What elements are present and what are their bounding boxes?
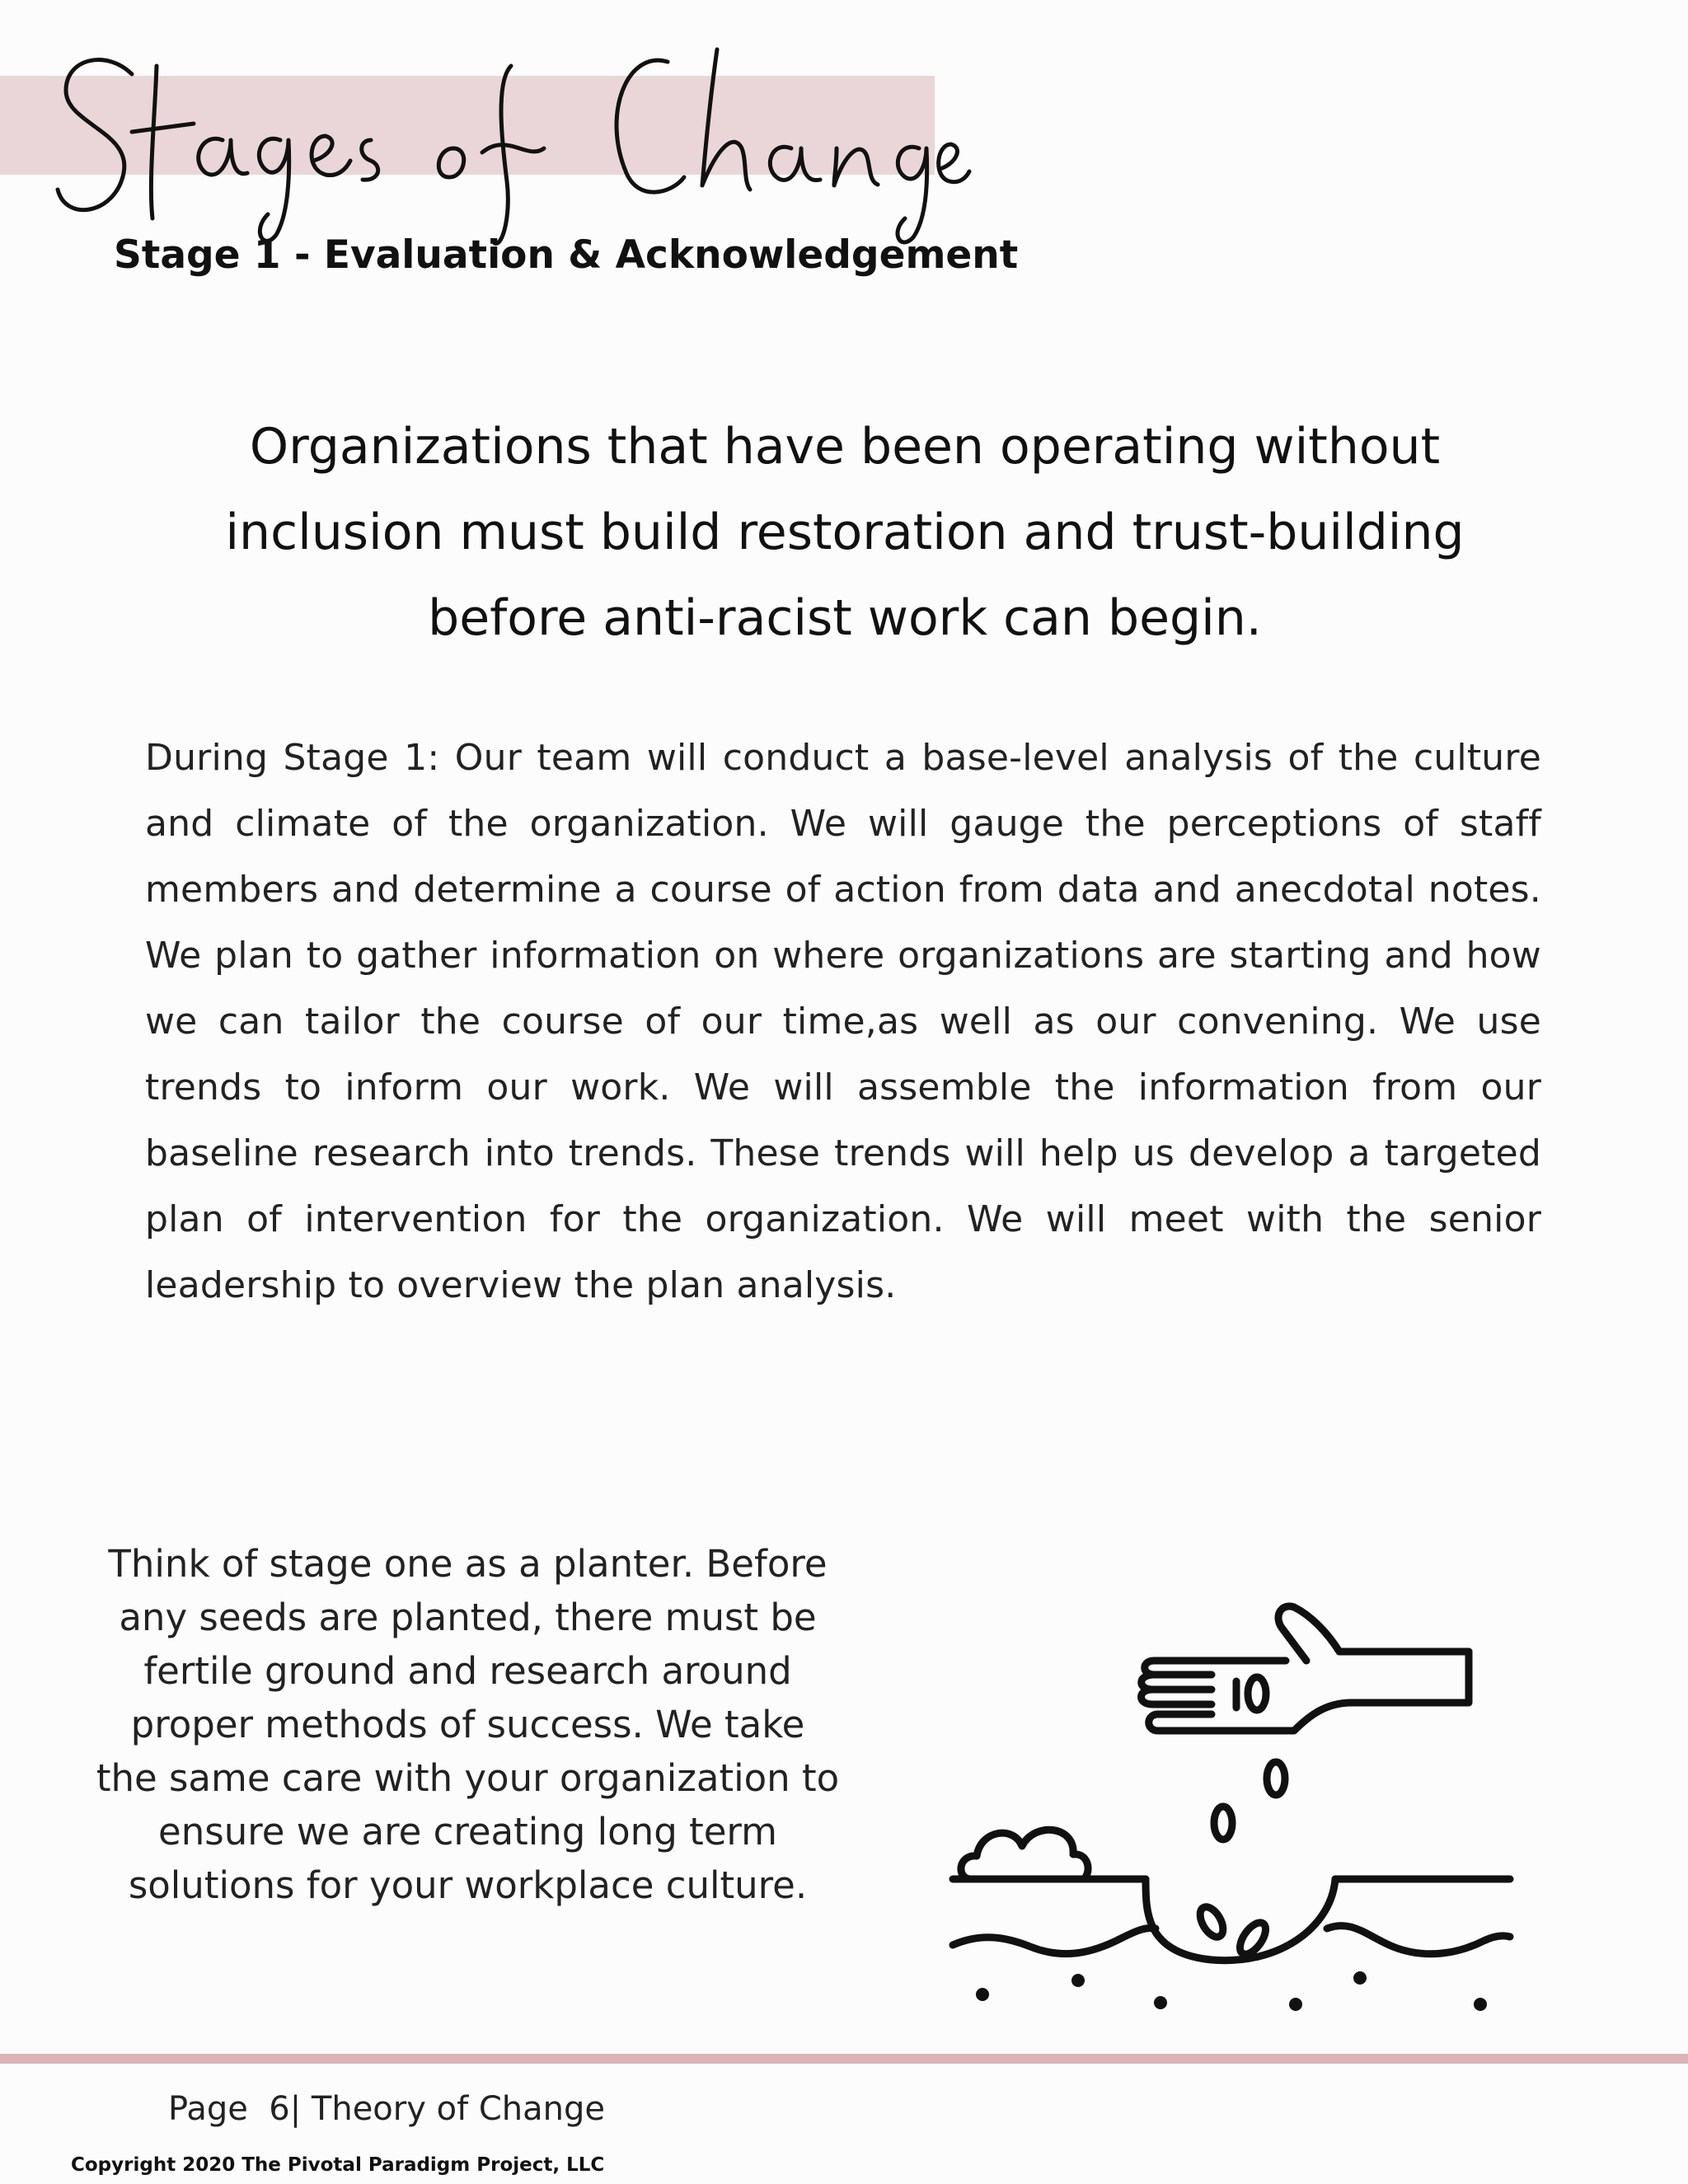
planter-line: fertile ground and research around [143,1649,792,1693]
script-title-lettering [33,16,973,247]
planter-line: any seeds are planted, there must be [119,1596,817,1639]
hand-planting-seeds-icon [940,1566,1533,2027]
planter-line: the same care with your organization to [96,1756,840,1800]
stage-description-paragraph: During Stage 1: Our team will conduct a base-level analysis of the culture and climate of the organization. We will gauge the perceptions of staff members and determine a course of action from data and anecdotal notes. We plan to gather information on where organizations are starting and how we can tailor the course of our time,as well as our convening. We use trends to inform our work. We will assemble the information from our baseline research into trends. These trends will help us develop a targeted plan of intervention for the organization. We will meet with the senior leadership to overview the plan analysis. [145,737,1541,1306]
page-number-label: Page 6| Theory of Change [168,2090,606,2128]
copyright-notice: Copyright 2020 The Pivotal Paradigm Project, LLC [71,2154,605,2176]
planter-line: ensure we are creating long term [158,1810,777,1854]
lead-line: before anti-racist work can begin. [428,589,1262,647]
footer-divider [0,2054,1688,2064]
planter-line: Think of stage one as a planter. Before [108,1542,828,1586]
stage-heading: Stage 1 - Evaluation & Acknowledgement [114,232,1019,278]
planter-line: proper methods of success. We take [130,1703,805,1746]
planter-analogy-text [82,1537,853,1912]
planter-line: solutions for your workplace culture. [128,1863,808,1907]
lead-statement [190,404,1500,661]
lead-line: inclusion must build restoration and trust-building [225,504,1465,561]
lead-line: Organizations that have been operating without [249,418,1441,476]
